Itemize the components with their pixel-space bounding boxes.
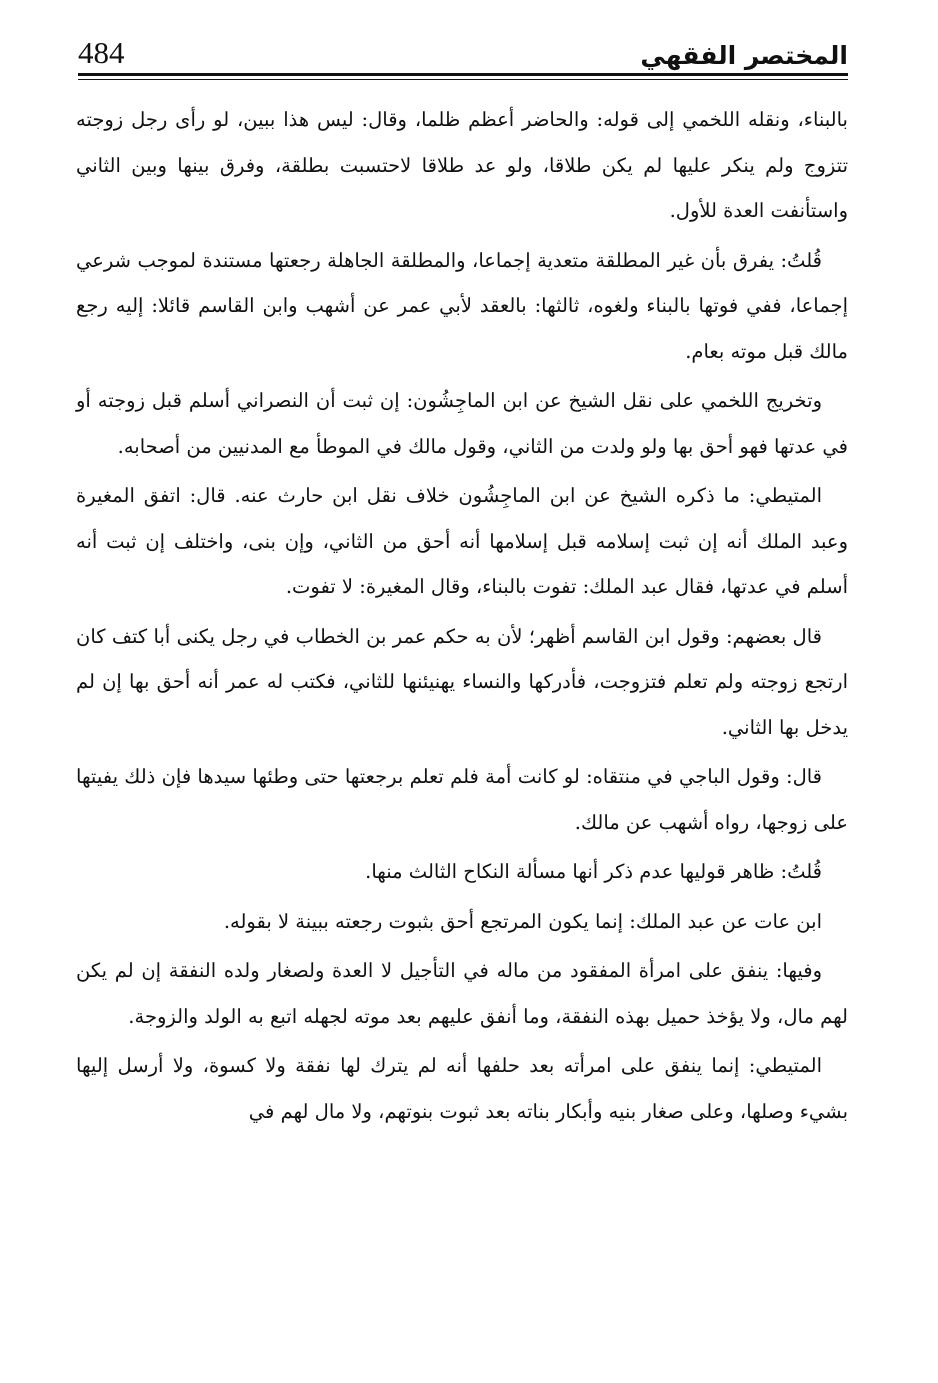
paragraph: وتخريج اللخمي على نقل الشيخ عن ابن الماجِشُون: إن ثبت أن النصراني أسلم قبل زوجته أو في عدتها فهو أحق بها ولو ولدت من الثاني، وقول مالك في الموطأ مع المدنيين من أصحابه. — [76, 389, 848, 458]
paragraph: قال: وقول الباجي في منتقاه: لو كانت أمة فلم تعلم برجعتها حتى وطئها سيدها فإن ذلك يفيتها على زوجها، رواه أشهب عن مالك. — [76, 765, 848, 834]
paragraph: بالبناء، ونقله اللخمي إلى قوله: والحاضر أعظم ظلما، وقال: ليس هذا ببين، لو رأى رجل زوجته تتزوج ولم ينكر عليها لم يكن طلاقا، ولو عد طلاقا لاحتسبت بطلقة، وفرق بينها وبين الثاني واستأنفت العدة للأول. — [76, 108, 848, 222]
running-title: المختصر الفقهي — [640, 41, 848, 70]
paragraph: قال بعضهم: وقول ابن القاسم أظهر؛ لأن به حكم عمر بن الخطاب في رجل يكنى أبا كتف كان ارتجع زوجته ولم تعلم فتزوجت، فأدركها والنساء يهنيئنها للثاني، فكتب له عمر أنه أحق بها إن لم يدخل بها الثاني. — [76, 624, 848, 739]
paragraph: قُلتُ: ظاهر قوليها عدم ذكر أنها مسألة النكاح الثالث منها. — [365, 860, 822, 883]
paragraph: قُلتُ: يفرق بأن غير المطلقة متعدية إجماعا، والمطلقة الجاهلة رجعتها مستندة لموجب شرعي إجماعا، ففي فوتها بالبناء ولغوه، ثالثها: بالعقد لأبي عمر عن أشهب وابن القاسم قائلا: إليه رجع مالك قبل موته بعام. — [76, 248, 848, 363]
header-rule-thick — [78, 73, 848, 76]
paragraph: المتيطي: ما ذكره الشيخ عن ابن الماجِشُون خلاف نقل ابن حارث عنه. قال: اتفق المغيرة وعبد الملك أنه إن ثبت إسلامه قبل إسلامها أنه أحق من الثاني، وإن بنى، واختلف إن ثبت أنه أسلم في عدتها، فقال عبد الملك: تفوت بالبناء، وقال المغيرة: لا تفوت. — [76, 484, 848, 598]
paragraph: المتيطي: إنما ينفق على امرأته بعد حلفها أنه لم يترك لها نفقة ولا كسوة، ولا أرسل إليها بشيء وصلها، وعلى صغار بنيه وأبكار بناته بعد ثبوت بنوتهم، ولا مال لهم في — [76, 1054, 848, 1123]
page-header — [78, 28, 848, 68]
page-number: 484 — [78, 35, 125, 70]
header-rule-thin — [78, 79, 848, 80]
paragraph: ابن عات عن عبد الملك: إنما يكون المرتجع أحق بثبوت رجعته ببينة لا بقوله. — [223, 909, 822, 933]
paragraph: وفيها: ينفق على امرأة المفقود من ماله في التأجيل لا العدة ولصغار ولده النفقة إن لم يكن لهم مال، ولا يؤخذ حميل بهذه النفقة، وما أنفق عليهم بعد موته لجهله اتبع به الولد والزوجة. — [76, 959, 848, 1028]
main-text — [76, 97, 848, 1138]
